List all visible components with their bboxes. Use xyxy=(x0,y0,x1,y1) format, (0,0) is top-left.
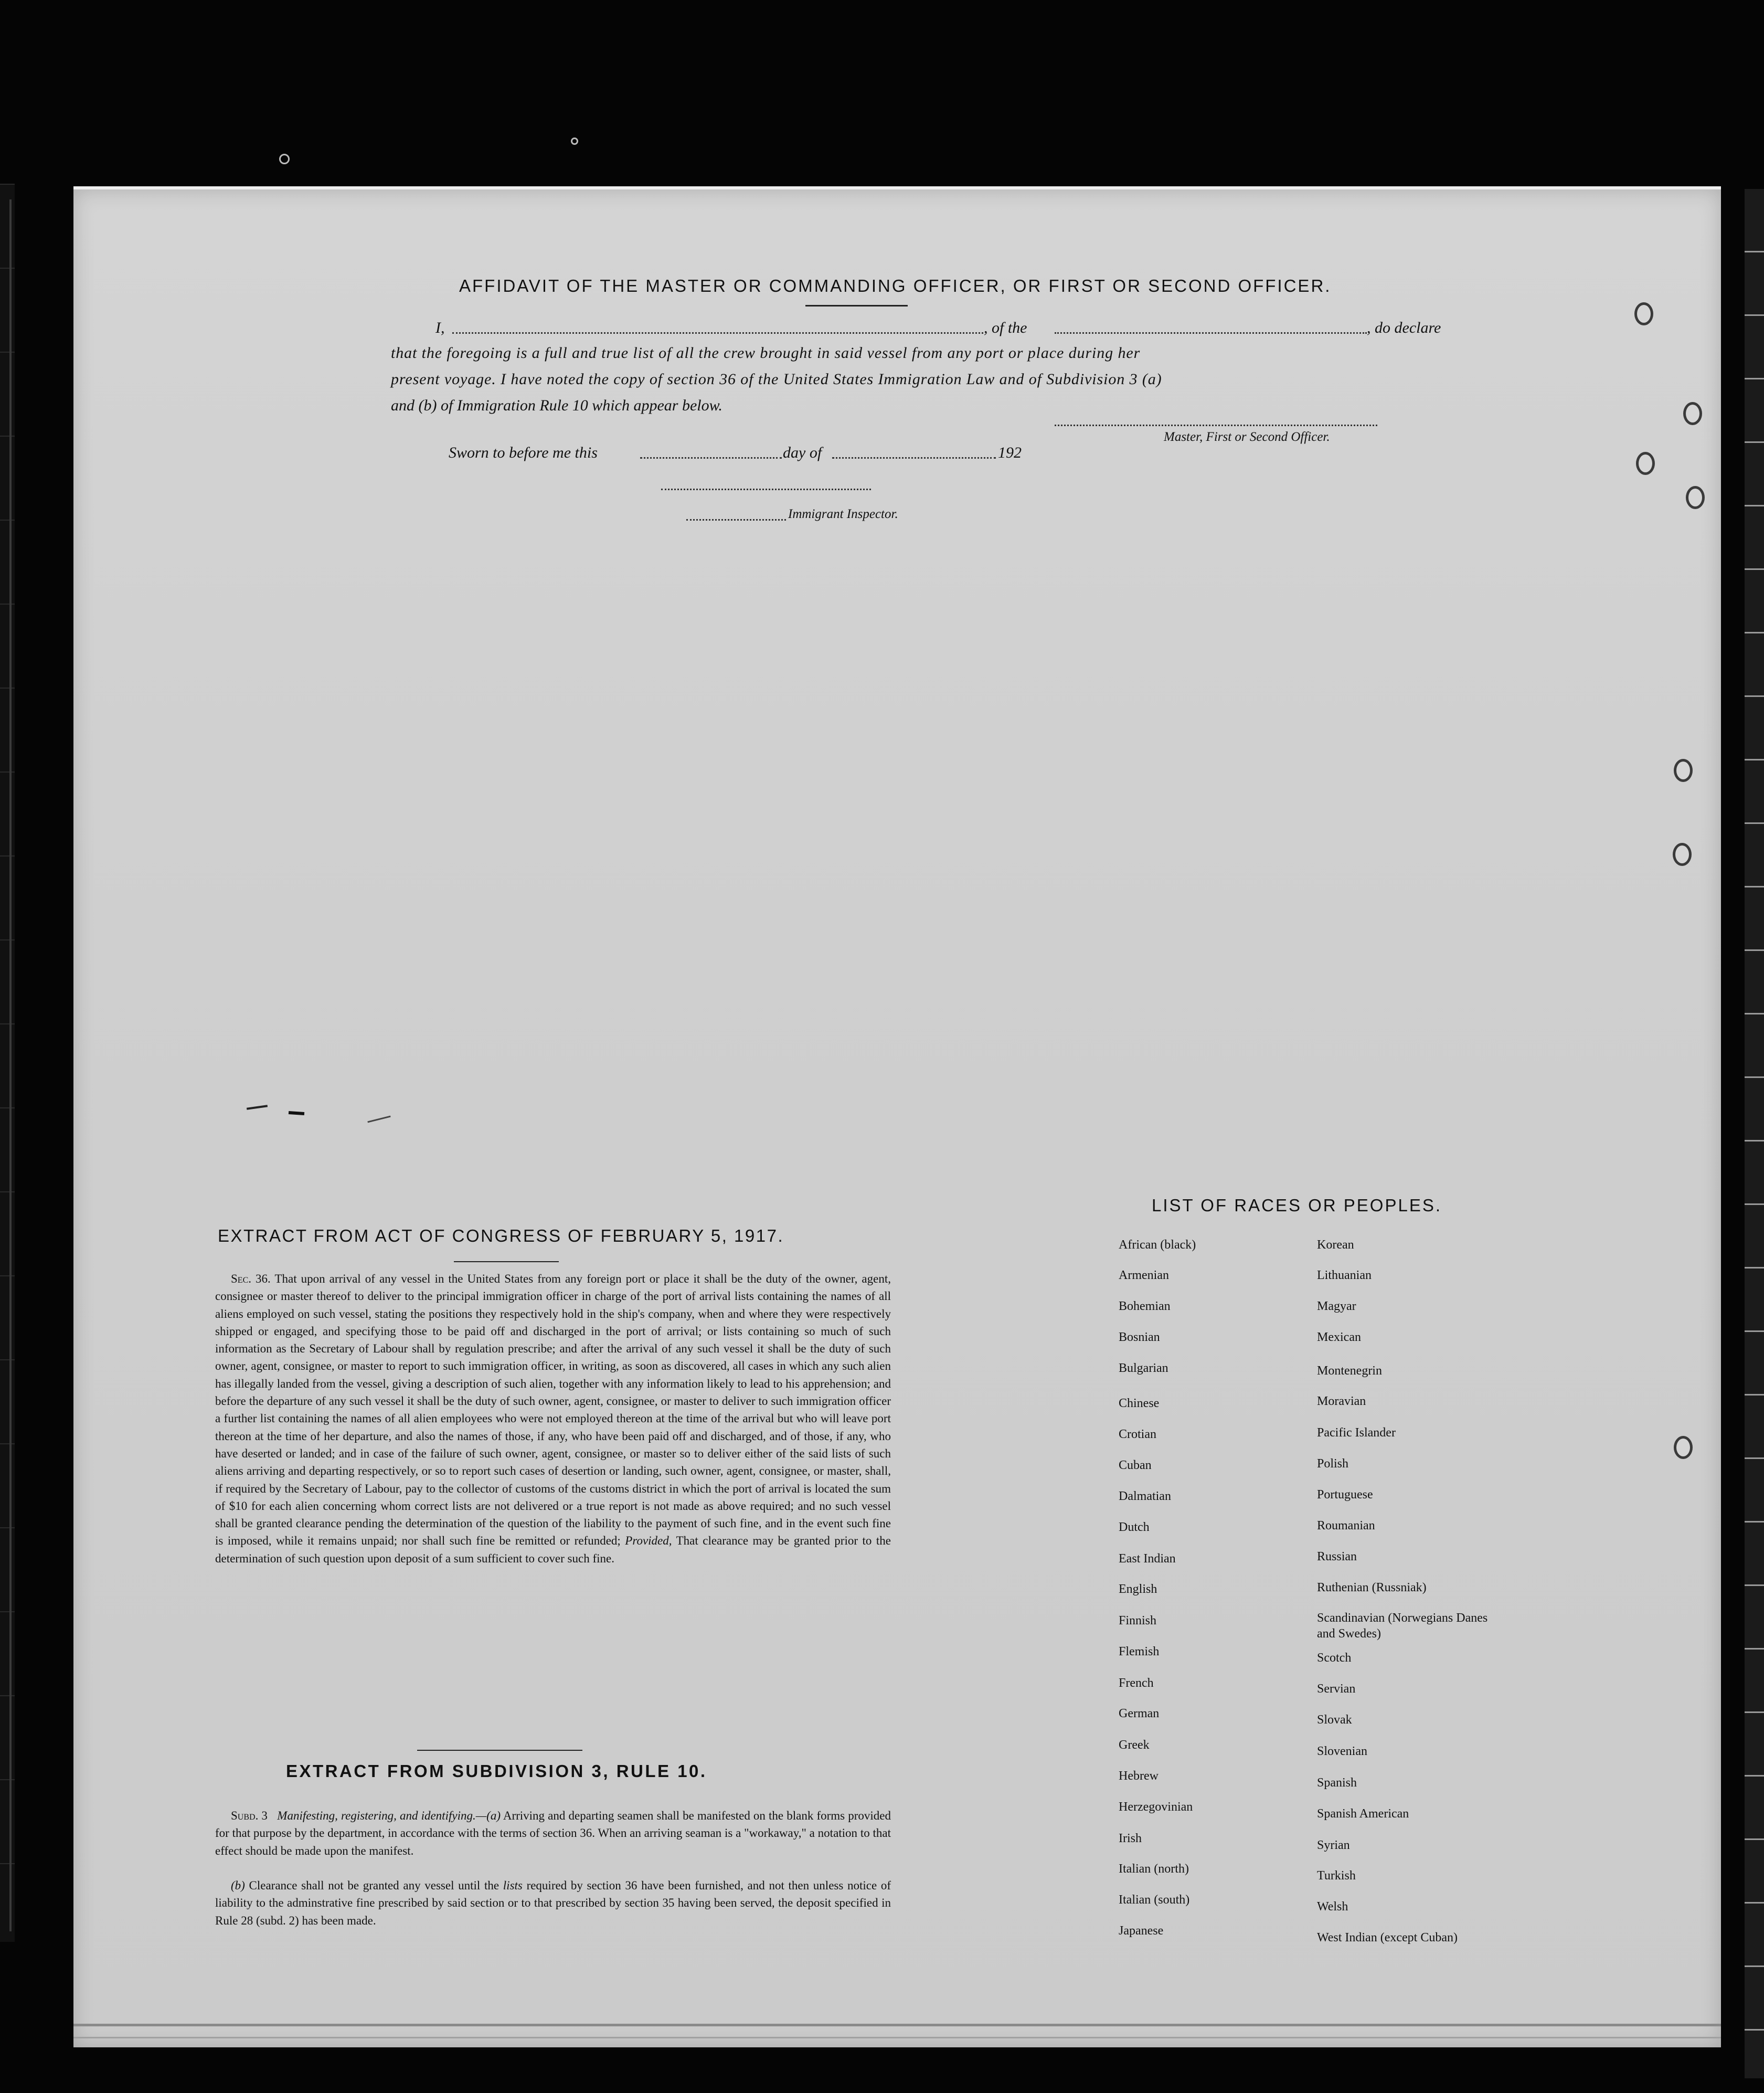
subd-heading: Manifesting, registering, and identifying.—(a) xyxy=(277,1809,501,1822)
title-rule xyxy=(805,305,908,306)
race-item: Spanish xyxy=(1317,1776,1357,1790)
races-left-column xyxy=(1119,1238,1308,1938)
section-36-body: That upon arrival of any vessel in the United States from any foreign port or place it shall be the duty of the owner, agent, consignee or master thereof to deliver to the principal immigration officer in charge of the port of arrival lists containing the names of all aliens employed on such vessel, stating the positions they respectively hold in the ship's company, when and where they were respectively shipped or engaged, and specifying those to be paid off and discharged in the port of arrival; or lists containing so much of such information as the Secretary of Labour shall by regulation prescribe; and after the arrival of any such vessel it shall be the duty of such owner, agent, consignee, or master to report to such immigration officer, in writing, as soon as discovered, all cases in which any such alien has illegally landed from the vessel, giving a description of such alien, together with any information likely to lead to his apprehension; and before the departure of any such vessel it shall be the duty of such owner, agent, consignee, or master to deliver to such immigration officer a further list containing the names of all alien employees who were not employed thereon at the time of the arrival but who will leave port thereon at the time of her departure, and also the names of those, if any, who have been paid off and discharged, and of those, if any, who have deserted or landed; and in case of the failure of such owner, agent, consignee, or master so to deliver either of the said lists of such aliens arriving and departing respectively, or so to report such cases of desertion or landing, such owner, agent, consignee, or master, shall, if required by the Secretary of Labour, pay to the collector of customs of the customs district in which the port of arrival is located the sum of $10 for each alien concerning whom correct lists are not delivered or a true report is not made as above required; and no such vessel shall be granted clearance pending the determination of the question of the liability to the payment of such fine, and in the event such fine is imposed, while it remains unpaid; nor shall such fine be remitted or refunded; xyxy=(215,1272,891,1548)
inspector-signature-line xyxy=(661,489,871,490)
race-item: Ruthenian (Russniak) xyxy=(1317,1581,1427,1594)
race-item: Russian xyxy=(1317,1550,1357,1563)
sworn-year: 192 xyxy=(998,444,1022,461)
para-b-label: (b) xyxy=(231,1879,245,1892)
race-item: Syrian xyxy=(1317,1838,1350,1852)
affidavit-line1-end: , do declare xyxy=(1367,319,1441,336)
affidavit-title: AFFIDAVIT OF THE MASTER OR COMMANDING OFFICER, OR FIRST OR SECOND OFFICER. xyxy=(459,276,1332,295)
race-item: Slovenian xyxy=(1317,1745,1367,1758)
inspector-blank xyxy=(686,519,786,521)
affidavit-line3: present voyage. I have noted the copy of section 36 of the United States Immigration Law and of Subdivision 3 (a) xyxy=(391,371,1162,388)
para-b-text-1: Clearance shall not be granted any vessel until the xyxy=(249,1879,500,1892)
race-item: Cuban xyxy=(1119,1458,1152,1472)
punch-hole xyxy=(1636,452,1655,475)
name-blank xyxy=(452,332,983,334)
inspector-label: Immigrant Inspector. xyxy=(788,507,898,521)
rule-extract-title: EXTRACT FROM SUBDIVISION 3, RULE 10. xyxy=(286,1761,707,1781)
proviso-text: That clearance may be granted prior to the determination of such question upon deposit of a sum sufficient to cover such fine. xyxy=(215,1534,891,1565)
race-item: Polish xyxy=(1317,1457,1349,1471)
race-item: Bohemian xyxy=(1119,1299,1171,1313)
race-item: French xyxy=(1119,1676,1154,1690)
vessel-blank xyxy=(1055,332,1367,334)
race-item: Korean xyxy=(1317,1238,1354,1252)
race-item: German xyxy=(1119,1707,1160,1720)
act-section-36-text xyxy=(215,1270,891,1567)
para-b-lists: lists xyxy=(503,1879,523,1892)
race-item: East Indian xyxy=(1119,1552,1176,1566)
film-edge-left xyxy=(0,184,15,1942)
race-item: Greek xyxy=(1119,1738,1150,1752)
para-a-text: Arriving and departing seamen shall be manifested on the blank forms provided for that purpose by the department, in accordance with the terms of section 36. When an arriving seaman is a "workaway," a notation to that effect should be made upon the manifest. xyxy=(215,1809,891,1857)
race-item: West Indian (except Cuban) xyxy=(1317,1931,1458,1944)
race-item: Hebrew xyxy=(1119,1769,1159,1783)
race-item: Scandinavian (Norwegians Danes and Swedes) xyxy=(1317,1611,1488,1641)
race-item: Bulgarian xyxy=(1119,1361,1168,1375)
race-item: Slovak xyxy=(1317,1713,1352,1727)
race-item: Finnish xyxy=(1119,1614,1157,1627)
race-item: Welsh xyxy=(1317,1900,1348,1914)
sworn-day-of: day of xyxy=(783,444,822,461)
month-blank xyxy=(832,457,996,459)
ink-mark xyxy=(247,1105,268,1110)
race-item: Roumanian xyxy=(1317,1519,1375,1532)
affidavit-line1-mid: , of the xyxy=(984,319,1027,336)
race-item: Montenegrin xyxy=(1317,1364,1382,1378)
affidavit-line4: and (b) of Immigration Rule 10 which appear below. xyxy=(391,397,722,414)
race-item: Moravian xyxy=(1317,1394,1366,1408)
ink-mark xyxy=(367,1116,390,1123)
act-extract-title: EXTRACT FROM ACT OF CONGRESS OF FEBRUARY 5, 1917. xyxy=(218,1226,784,1245)
race-item: Italian (south) xyxy=(1119,1893,1190,1907)
race-item: Herzegovinian xyxy=(1119,1800,1193,1814)
subd-label: Subd. 3 xyxy=(231,1809,268,1822)
race-item: Mexican xyxy=(1317,1330,1361,1344)
race-item: Bosnian xyxy=(1119,1330,1160,1344)
punch-hole xyxy=(1686,486,1705,509)
race-item: Spanish American xyxy=(1317,1807,1409,1821)
race-item: Portuguese xyxy=(1317,1488,1373,1502)
act-end-rule xyxy=(417,1750,582,1751)
races-title: LIST OF RACES OR PEOPLES. xyxy=(1152,1196,1442,1215)
affidavit-line1-start: I, xyxy=(435,319,445,336)
dust-speck xyxy=(571,138,578,145)
race-item: Turkish xyxy=(1317,1869,1356,1883)
race-item: African (black) xyxy=(1119,1238,1196,1252)
film-edge-right xyxy=(1745,189,1764,2078)
sheet-edge-line xyxy=(73,2037,1721,2038)
race-item: Pacific Islander xyxy=(1317,1426,1396,1440)
punch-hole xyxy=(1634,302,1653,325)
ink-mark xyxy=(289,1111,304,1115)
punch-hole xyxy=(1673,843,1692,866)
affidavit-line2: that the foregoing is a full and true list of all the crew brought in said vessel from any port or place during her xyxy=(391,344,1141,362)
sworn-text: Sworn to before me this xyxy=(449,444,598,461)
sheet-edge-line xyxy=(73,2024,1721,2026)
punch-hole xyxy=(1674,1436,1693,1459)
manifest-sheet xyxy=(73,186,1721,2047)
race-item: Lithuanian xyxy=(1317,1269,1372,1282)
race-item: Scotch xyxy=(1317,1651,1352,1665)
para-b-text-2: required by section 36 have been furnished, and not then unless notice of liability to the adminstrative fine prescribed by said section or to that prescribed by section 35 having been served, the deposit specified in Rule 28 (subd. 2) has been made. xyxy=(215,1879,891,1927)
race-item: Japanese xyxy=(1119,1924,1164,1938)
punch-hole xyxy=(1683,402,1702,425)
race-item: Flemish xyxy=(1119,1645,1160,1658)
act-title-rule xyxy=(454,1261,559,1262)
race-item: Servian xyxy=(1317,1682,1356,1696)
races-right-column xyxy=(1317,1238,1537,1944)
day-blank xyxy=(640,457,782,459)
section-label: Sec. 36. xyxy=(231,1272,271,1285)
dust-speck xyxy=(279,154,290,164)
race-item: Dutch xyxy=(1119,1520,1150,1534)
race-item: Chinese xyxy=(1119,1397,1160,1410)
race-item: Crotian xyxy=(1119,1428,1156,1441)
punch-hole xyxy=(1674,759,1693,782)
race-item: Italian (north) xyxy=(1119,1862,1189,1876)
rule-para-a xyxy=(215,1807,891,1859)
rule-para-b xyxy=(215,1877,891,1929)
master-signature-line xyxy=(1055,425,1377,426)
proviso-label: Provided, xyxy=(625,1534,672,1548)
race-item: Dalmatian xyxy=(1119,1489,1171,1503)
race-item: Magyar xyxy=(1317,1299,1356,1313)
race-item: Irish xyxy=(1119,1832,1142,1845)
race-item: English xyxy=(1119,1582,1157,1596)
film-edge-line xyxy=(9,199,12,1931)
master-signature-label: Master, First or Second Officer. xyxy=(1164,430,1330,444)
race-item: Armenian xyxy=(1119,1269,1169,1282)
